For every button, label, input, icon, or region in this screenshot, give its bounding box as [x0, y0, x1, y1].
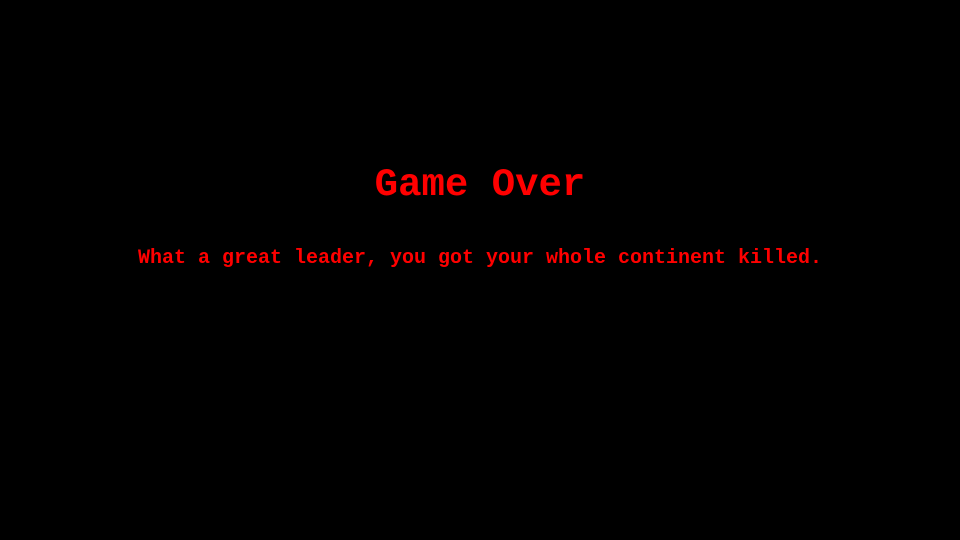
game-over-message: What a great leader, you got your whole continent killed.: [137, 247, 823, 270]
game-over-title: Game Over: [374, 163, 586, 207]
